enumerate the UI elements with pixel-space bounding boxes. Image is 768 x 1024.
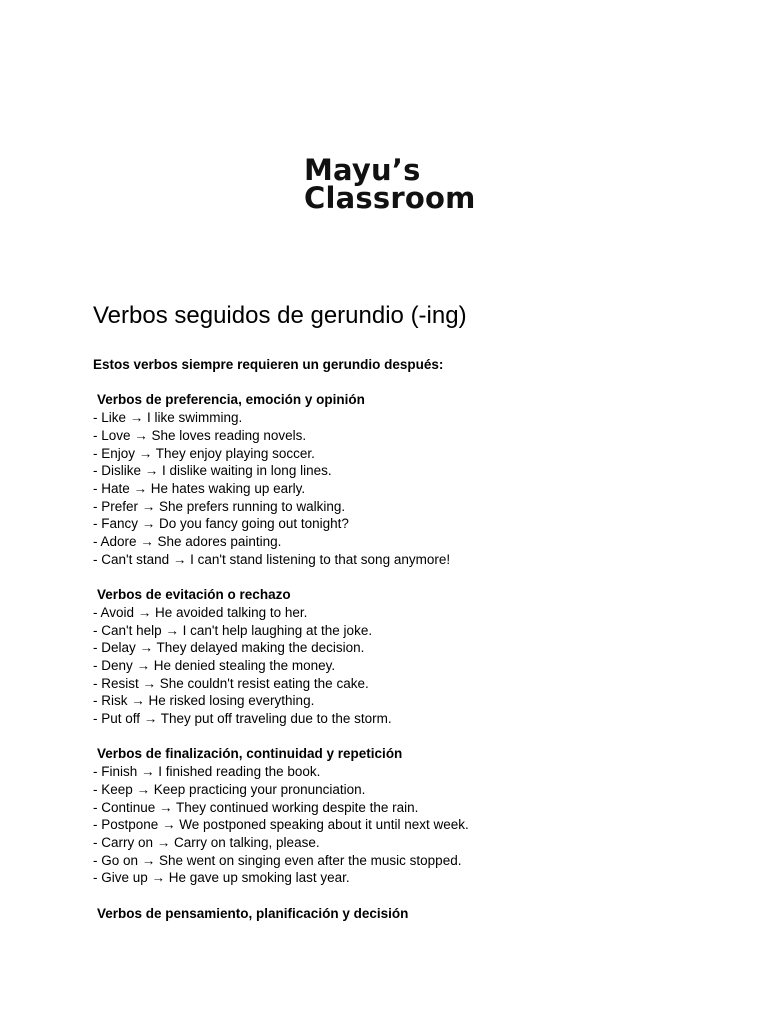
verb-example-item: - Enjoy → They enjoy playing soccer. — [93, 445, 315, 461]
intro-text: Estos verbos siempre requieren un gerundio después: — [93, 357, 444, 372]
verb-section — [93, 745, 733, 887]
verb-example-item: - Risk → He risked losing everything. — [93, 693, 315, 709]
verb-example-item: - Give up → He gave up smoking last year. — [93, 870, 350, 886]
verb-example-item: - Fancy → Do you fancy going out tonight? — [93, 516, 349, 532]
section-heading: Verbos de preferencia, emoción y opinión — [97, 392, 365, 408]
verb-section — [93, 391, 733, 568]
verb-section — [93, 905, 733, 923]
verb-example-item: - Deny → He denied stealing the money. — [93, 657, 336, 673]
sections-container — [93, 391, 733, 922]
document-body — [93, 298, 733, 940]
page-title: Verbos seguidos de gerundio (-ing) — [93, 302, 467, 329]
verb-example-item: - Go on → She went on singing even after the music stopped. — [93, 852, 462, 868]
verb-example-item: - Continue → They continued working despite the rain. — [93, 799, 419, 815]
verb-section — [93, 586, 733, 728]
verb-example-item: - Put off → They put off traveling due to the storm. — [93, 711, 392, 727]
verb-example-item: - Dislike → I dislike waiting in long lines. — [93, 463, 332, 479]
verb-example-item: - Like → I like swimming. — [93, 410, 243, 426]
verb-example-item: - Can't help → I can't help laughing at the joke. — [93, 622, 373, 638]
verb-example-item: - Delay → They delayed making the decision. — [93, 640, 365, 656]
logo-line-2: Classroom — [304, 181, 476, 215]
verb-example-item: - Carry on → Carry on talking, please. — [93, 834, 320, 850]
verb-example-item: - Can't stand → I can't stand listening to that song anymore! — [93, 551, 451, 567]
verb-example-item: - Love → She loves reading novels. — [93, 427, 307, 443]
section-heading: Verbos de finalización, continuidad y repetición — [97, 746, 403, 762]
verb-example-item: - Hate → He hates waking up early. — [93, 480, 306, 496]
section-heading: Verbos de evitación o rechazo — [97, 587, 291, 603]
section-heading: Verbos de pensamiento, planificación y decisión — [97, 905, 409, 921]
logo — [304, 153, 484, 215]
verb-example-item: - Prefer → She prefers running to walking. — [93, 498, 346, 514]
verb-example-item: - Finish → I finished reading the book. — [93, 764, 321, 780]
verb-example-item: - Adore → She adores painting. — [93, 534, 282, 550]
verb-example-item: - Resist → She couldn't resist eating the cake. — [93, 675, 369, 691]
verb-example-item: - Avoid → He avoided talking to her. — [93, 604, 308, 620]
logo-line-1: Mayu’s — [304, 153, 421, 187]
verb-example-item: - Keep → Keep practicing your pronunciation. — [93, 781, 366, 797]
verb-example-item: - Postpone → We postponed speaking about it until next week. — [93, 817, 469, 833]
